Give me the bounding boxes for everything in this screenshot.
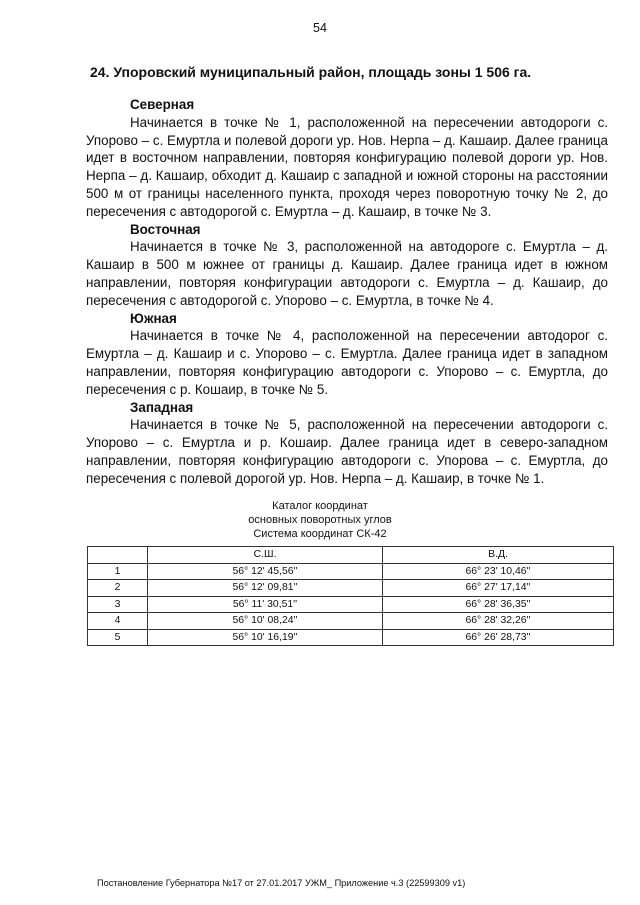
section-text-south: Начинается в точке № 4, расположенной на пересечении автодорог с. Емуртла – д. Кашаир и с. Упорово – с. Емуртла. Далее граница идет в западном направлении, повторяя конфигурацию автодороги с. Упорово – с. Емуртла, до пересечения с р. Кошаир, в точке № 5. <box>86 328 608 397</box>
header-latitude: С.Ш. <box>148 547 383 564</box>
catalog-line-2: основных поворотных углов <box>248 514 392 526</box>
point-number: 5 <box>88 629 148 646</box>
table-row <box>88 596 614 613</box>
longitude-cell: 66° 26' 28,73'' <box>383 629 614 646</box>
table-header-row <box>88 547 614 564</box>
longitude-cell: 66° 27' 17,14'' <box>383 580 614 597</box>
latitude-cell: 56° 10' 16,19'' <box>148 629 383 646</box>
section-title-south: Южная <box>130 310 177 326</box>
section-text-north: Начинается в точке № 1, расположенной на пересечении автодороги с. Упорово – с. Емуртла и полевой дороги ур. Нов. Нерпа – д. Кашаир. Далее граница идет в восточном направлении, повторяя конфигурацию полевой дороги ур. Нов. Нерпа – д. Кашаир, обходит д. Кашаир с западной и южной стороны на расстоянии 500 м от границы населенного пункта, проходя через поворотную точку № 2, до пересечения с автодорогой с. Емуртла – д. Кашаир, в точке № 3. <box>86 114 608 219</box>
header-longitude: В.Д. <box>383 547 614 564</box>
catalog-line-3: Система координат СК-42 <box>253 528 387 540</box>
point-number: 2 <box>88 580 148 597</box>
point-number: 1 <box>88 563 148 580</box>
point-number: 3 <box>88 596 148 613</box>
latitude-cell: 56° 10' 08,24'' <box>148 613 383 630</box>
document-footer: Постановление Губернатора №17 от 27.01.2017 УЖМ_ Приложение ч.3 (22599309 v1) <box>97 878 466 888</box>
section-text-east: Начинается в точке № 3, расположенной на автодороге с. Емуртла – д. Кашаир в 500 м южнее от границы д. Кашаир. Далее граница идет в южном направлении, повторяя конфигурации автодороги с. Емуртла – д. Кашаир, до пересечения с автодорогой с. Упорово – с. Емуртла, в точке № 4. <box>86 239 608 308</box>
latitude-cell: 56° 12' 45,56'' <box>148 563 383 580</box>
section-heading: 24. Упоровский муниципальный район, площадь зоны 1 506 га. <box>90 64 532 80</box>
section-text-west: Начинается в точке № 5, расположенной на пересечении автодороги с. Упорово – с. Емуртла и р. Кошаир. Далее граница идет в северо-западном направлении, повторяя конфигурацию автодороги с. Упорова – с. Емуртла, до пересечения с полевой дорогой ур. Нов. Нерпа – д. Кашаир, в точке № 1. <box>86 417 608 486</box>
section-title-east: Восточная <box>130 221 201 237</box>
latitude-cell: 56° 12' 09,81'' <box>148 580 383 597</box>
longitude-cell: 66° 23' 10,46'' <box>383 563 614 580</box>
catalog-caption <box>0 499 640 541</box>
longitude-cell: 66° 28' 36,35'' <box>383 596 614 613</box>
table-row <box>88 580 614 597</box>
header-number <box>88 547 148 564</box>
boundary-description <box>86 96 608 488</box>
latitude-cell: 56° 11' 30,51'' <box>148 596 383 613</box>
page-number: 54 <box>313 21 327 35</box>
section-title-north: Северная <box>130 97 195 112</box>
point-number: 4 <box>88 613 148 630</box>
catalog-line-1: Каталог координат <box>272 500 368 512</box>
table-row <box>88 629 614 646</box>
table-row <box>88 563 614 580</box>
table-row <box>88 613 614 630</box>
coordinates-table <box>87 546 614 646</box>
longitude-cell: 66° 28' 32,26'' <box>383 613 614 630</box>
section-title-west: Западная <box>130 399 194 415</box>
